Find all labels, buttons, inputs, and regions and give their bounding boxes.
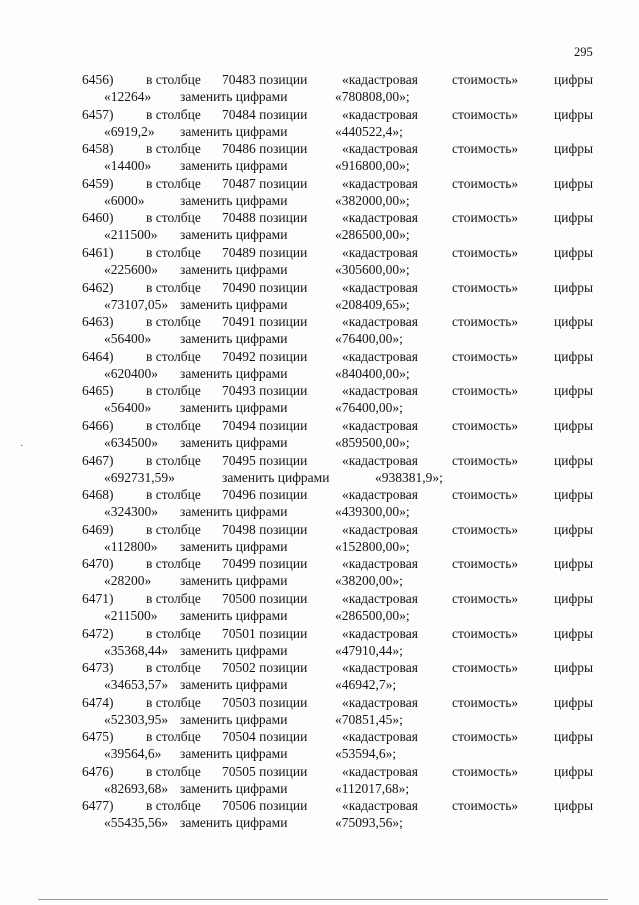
replace-text: заменить цифрами xyxy=(180,365,288,381)
column-text: в столбце xyxy=(146,763,201,779)
cadastral-text: «кадастровая xyxy=(342,72,418,87)
column-text: в столбце xyxy=(146,314,201,330)
replace-text: заменить цифрами xyxy=(180,261,288,277)
cadastral-text: «кадастровая xyxy=(342,763,418,779)
column-text: в столбце xyxy=(146,244,201,260)
amendment-entry xyxy=(0,625,639,660)
digits-text: цифры xyxy=(554,72,594,87)
new-value: «76400,00»; xyxy=(335,400,403,416)
new-value: «840400,00»; xyxy=(335,365,410,381)
cost-text: стоимость» xyxy=(452,72,519,87)
amendment-entry xyxy=(0,452,639,487)
replace-text: заменить цифрами xyxy=(180,746,288,762)
old-value: «634500» xyxy=(104,434,158,450)
new-value: «382000,00»; xyxy=(335,192,410,208)
amendment-entry xyxy=(0,763,639,798)
new-value: «208409,65»; xyxy=(335,296,410,312)
amendment-entry xyxy=(0,659,639,694)
column-text: в столбце xyxy=(146,141,201,157)
column-text: в столбце xyxy=(146,660,201,676)
old-value: «211500» xyxy=(104,227,158,243)
new-value: «859500,00»; xyxy=(335,434,410,450)
digits-text: цифры xyxy=(554,383,594,399)
old-value: «12264» xyxy=(104,89,152,104)
cost-text: стоимость» xyxy=(452,694,519,710)
amendment-entry xyxy=(0,244,639,279)
cost-text: стоимость» xyxy=(452,763,519,779)
replace-text: заменить цифрами xyxy=(180,434,288,450)
new-value: «305600,00»; xyxy=(335,261,410,277)
amendment-entry xyxy=(0,313,639,348)
digits-text: цифры xyxy=(554,660,594,676)
position-text: 70496 позиции xyxy=(222,487,308,503)
old-value: «620400» xyxy=(104,365,158,381)
replace-text: заменить цифрами xyxy=(180,538,288,554)
cost-text: стоимость» xyxy=(452,314,519,330)
position-text: 70505 позиции xyxy=(222,763,308,779)
old-value: «34653,57» xyxy=(104,677,169,693)
column-text: в столбце xyxy=(146,556,201,572)
new-value: «938381,9»; xyxy=(375,469,443,485)
amendment-entry xyxy=(0,348,639,383)
position-text: 70506 позиции xyxy=(222,798,308,814)
amendment-entry xyxy=(0,486,639,521)
margin-mark: · xyxy=(20,441,24,452)
position-text: 70492 позиции xyxy=(222,348,308,364)
old-value: «56400» xyxy=(104,400,152,416)
amendment-entry xyxy=(0,209,639,244)
position-text: 70490 позиции xyxy=(222,279,308,295)
new-value: «152800,00»; xyxy=(335,538,410,554)
replace-text: заменить цифрами xyxy=(180,607,288,623)
column-text: в столбце xyxy=(146,210,201,226)
column-text: в столбце xyxy=(146,279,201,295)
new-value: «53594,6»; xyxy=(335,746,397,762)
cost-text: стоимость» xyxy=(452,210,519,226)
old-value: «39564,6» xyxy=(104,746,162,762)
new-value: «439300,00»; xyxy=(335,504,410,520)
old-value: «692731,59» xyxy=(104,469,175,485)
entry-number: 6457) xyxy=(82,106,114,122)
position-text: 70499 позиции xyxy=(222,556,308,572)
digits-text: цифры xyxy=(554,106,594,122)
column-text: в столбце xyxy=(146,590,201,606)
cadastral-text: «кадастровая xyxy=(342,175,418,191)
entry-number: 6461) xyxy=(82,244,114,260)
cost-text: стоимость» xyxy=(452,556,519,572)
cadastral-text: «кадастровая xyxy=(342,348,418,364)
old-value: «82693,68» xyxy=(104,780,169,796)
replace-text: заменить цифрами xyxy=(180,780,288,796)
position-text: 70500 позиции xyxy=(222,590,308,606)
replace-text: заменить цифрами xyxy=(180,158,288,174)
cost-text: стоимость» xyxy=(452,141,519,157)
replace-text: заменить цифрами xyxy=(180,89,288,104)
digits-text: цифры xyxy=(554,487,594,503)
replace-text: заменить цифрами xyxy=(180,227,288,243)
column-text: в столбце xyxy=(146,175,201,191)
column-text: в столбце xyxy=(146,487,201,503)
replace-text: заменить цифрами xyxy=(180,677,288,693)
replace-text: заменить цифрами xyxy=(180,123,288,139)
cadastral-text: «кадастровая xyxy=(342,798,418,814)
new-value: «916800,00»; xyxy=(335,158,410,174)
cost-text: стоимость» xyxy=(452,106,519,122)
amendment-entry xyxy=(0,694,639,729)
digits-text: цифры xyxy=(554,452,594,468)
digits-text: цифры xyxy=(554,417,594,433)
column-text: в столбце xyxy=(146,417,201,433)
cost-text: стоимость» xyxy=(452,729,519,745)
new-value: «70851,45»; xyxy=(335,711,403,727)
old-value: «52303,95» xyxy=(104,711,169,727)
cadastral-text: «кадастровая xyxy=(342,625,418,641)
amendment-entry xyxy=(0,521,639,556)
old-value: «14400» xyxy=(104,158,152,174)
digits-text: цифры xyxy=(554,521,594,537)
entry-number: 6468) xyxy=(82,487,114,503)
page-number: 295 xyxy=(574,45,593,59)
entry-number: 6467) xyxy=(82,452,114,468)
digits-text: цифры xyxy=(554,175,594,191)
old-value: «112800» xyxy=(104,538,158,554)
old-value: «6000» xyxy=(104,192,145,208)
digits-text: цифры xyxy=(554,694,594,710)
cadastral-text: «кадастровая xyxy=(342,141,418,157)
old-value: «55435,56» xyxy=(104,815,169,831)
new-value: «286500,00»; xyxy=(335,607,410,623)
cadastral-text: «кадастровая xyxy=(342,383,418,399)
position-text: 70502 позиции xyxy=(222,660,308,676)
replace-text: заменить цифрами xyxy=(180,711,288,727)
amendment-entry xyxy=(0,382,639,417)
cost-text: стоимость» xyxy=(452,590,519,606)
column-text: в столбце xyxy=(146,452,201,468)
digits-text: цифры xyxy=(554,556,594,572)
old-value: «35368,44» xyxy=(104,642,169,658)
entry-number: 6472) xyxy=(82,625,114,641)
old-value: «6919,2» xyxy=(104,123,155,139)
cadastral-text: «кадастровая xyxy=(342,106,418,122)
digits-text: цифры xyxy=(554,348,594,364)
cadastral-text: «кадастровая xyxy=(342,452,418,468)
entry-number: 6466) xyxy=(82,417,114,433)
entry-number: 6469) xyxy=(82,521,114,537)
entry-number: 6470) xyxy=(82,556,114,572)
old-value: «324300» xyxy=(104,504,158,520)
digits-text: цифры xyxy=(554,763,594,779)
cadastral-text: «кадастровая xyxy=(342,556,418,572)
entry-number: 6476) xyxy=(82,763,114,779)
replace-text: заменить цифрами xyxy=(180,192,288,208)
amendment-list xyxy=(0,71,639,832)
new-value: «112017,68»; xyxy=(335,780,410,796)
cost-text: стоимость» xyxy=(452,383,519,399)
digits-text: цифры xyxy=(554,729,594,745)
new-value: «75093,56»; xyxy=(335,815,403,831)
amendment-entry xyxy=(0,590,639,625)
amendment-entry xyxy=(0,71,639,106)
position-text: 70498 позиции xyxy=(222,521,308,537)
amendment-entry xyxy=(0,106,639,141)
new-value: «440522,4»; xyxy=(335,123,403,139)
entry-number: 6474) xyxy=(82,694,114,710)
entry-number: 6460) xyxy=(82,210,114,226)
cadastral-text: «кадастровая xyxy=(342,279,418,295)
position-text: 70491 позиции xyxy=(222,314,308,330)
cost-text: стоимость» xyxy=(452,175,519,191)
cost-text: стоимость» xyxy=(452,279,519,295)
new-value: «780808,00»; xyxy=(335,89,410,104)
cost-text: стоимость» xyxy=(452,660,519,676)
position-text: 70484 позиции xyxy=(222,106,308,122)
position-text: 70486 позиции xyxy=(222,141,308,157)
amendment-entry xyxy=(0,417,639,452)
entry-number: 6473) xyxy=(82,660,114,676)
column-text: в столбце xyxy=(146,729,201,745)
position-text: 70493 позиции xyxy=(222,383,308,399)
amendment-entry xyxy=(0,555,639,590)
cost-text: стоимость» xyxy=(452,417,519,433)
digits-text: цифры xyxy=(554,798,594,814)
cadastral-text: «кадастровая xyxy=(342,487,418,503)
old-value: «56400» xyxy=(104,331,152,347)
position-text: 70489 позиции xyxy=(222,244,308,260)
cadastral-text: «кадастровая xyxy=(342,314,418,330)
old-value: «28200» xyxy=(104,573,152,589)
new-value: «47910,44»; xyxy=(335,642,403,658)
entry-number: 6477) xyxy=(82,798,114,814)
replace-text: заменить цифрами xyxy=(222,469,330,485)
cadastral-text: «кадастровая xyxy=(342,694,418,710)
cost-text: стоимость» xyxy=(452,625,519,641)
cadastral-text: «кадастровая xyxy=(342,729,418,745)
entry-number: 6456) xyxy=(82,72,114,87)
column-text: в столбце xyxy=(146,798,201,814)
old-value: «211500» xyxy=(104,607,158,623)
old-value: «73107,05» xyxy=(104,296,169,312)
cost-text: стоимость» xyxy=(452,348,519,364)
replace-text: заменить цифрами xyxy=(180,504,288,520)
amendment-entry xyxy=(0,797,639,832)
column-text: в столбце xyxy=(146,625,201,641)
old-value: «225600» xyxy=(104,261,158,277)
digits-text: цифры xyxy=(554,210,594,226)
replace-text: заменить цифрами xyxy=(180,815,288,831)
replace-text: заменить цифрами xyxy=(180,331,288,347)
position-text: 70503 позиции xyxy=(222,694,308,710)
entry-number: 6464) xyxy=(82,348,114,364)
position-text: 70504 позиции xyxy=(222,729,308,745)
column-text: в столбце xyxy=(146,521,201,537)
entry-number: 6459) xyxy=(82,175,114,191)
footer-rule xyxy=(38,899,608,900)
amendment-entry xyxy=(0,140,639,175)
column-text: в столбце xyxy=(146,383,201,399)
entry-number: 6471) xyxy=(82,590,114,606)
replace-text: заменить цифрами xyxy=(180,642,288,658)
column-text: в столбце xyxy=(146,348,201,364)
new-value: «46942,7»; xyxy=(335,677,397,693)
column-text: в столбце xyxy=(146,694,201,710)
new-value: «38200,00»; xyxy=(335,573,403,589)
cadastral-text: «кадастровая xyxy=(342,521,418,537)
cadastral-text: «кадастровая xyxy=(342,660,418,676)
amendment-entry xyxy=(0,279,639,314)
entry-number: 6463) xyxy=(82,314,114,330)
digits-text: цифры xyxy=(554,279,594,295)
cost-text: стоимость» xyxy=(452,521,519,537)
digits-text: цифры xyxy=(554,314,594,330)
position-text: 70495 позиции xyxy=(222,452,308,468)
position-text: 70483 позиции xyxy=(222,72,308,87)
column-text: в столбце xyxy=(146,106,201,122)
position-text: 70494 позиции xyxy=(222,417,308,433)
digits-text: цифры xyxy=(554,141,594,157)
cost-text: стоимость» xyxy=(452,798,519,814)
position-text: 70501 позиции xyxy=(222,625,308,641)
new-value: «76400,00»; xyxy=(335,331,403,347)
replace-text: заменить цифрами xyxy=(180,296,288,312)
entry-number: 6458) xyxy=(82,141,114,157)
digits-text: цифры xyxy=(554,244,594,260)
replace-text: заменить цифрами xyxy=(180,400,288,416)
amendment-entry xyxy=(0,175,639,210)
entry-number: 6465) xyxy=(82,383,114,399)
entry-number: 6462) xyxy=(82,279,114,295)
cadastral-text: «кадастровая xyxy=(342,210,418,226)
entry-number: 6475) xyxy=(82,729,114,745)
amendment-entry xyxy=(0,728,639,763)
replace-text: заменить цифрами xyxy=(180,573,288,589)
cadastral-text: «кадастровая xyxy=(342,417,418,433)
digits-text: цифры xyxy=(554,590,594,606)
position-text: 70487 позиции xyxy=(222,175,308,191)
cost-text: стоимость» xyxy=(452,452,519,468)
position-text: 70488 позиции xyxy=(222,210,308,226)
column-text: в столбце xyxy=(146,72,201,87)
cadastral-text: «кадастровая xyxy=(342,244,418,260)
cost-text: стоимость» xyxy=(452,244,519,260)
digits-text: цифры xyxy=(554,625,594,641)
new-value: «286500,00»; xyxy=(335,227,410,243)
cadastral-text: «кадастровая xyxy=(342,590,418,606)
cost-text: стоимость» xyxy=(452,487,519,503)
